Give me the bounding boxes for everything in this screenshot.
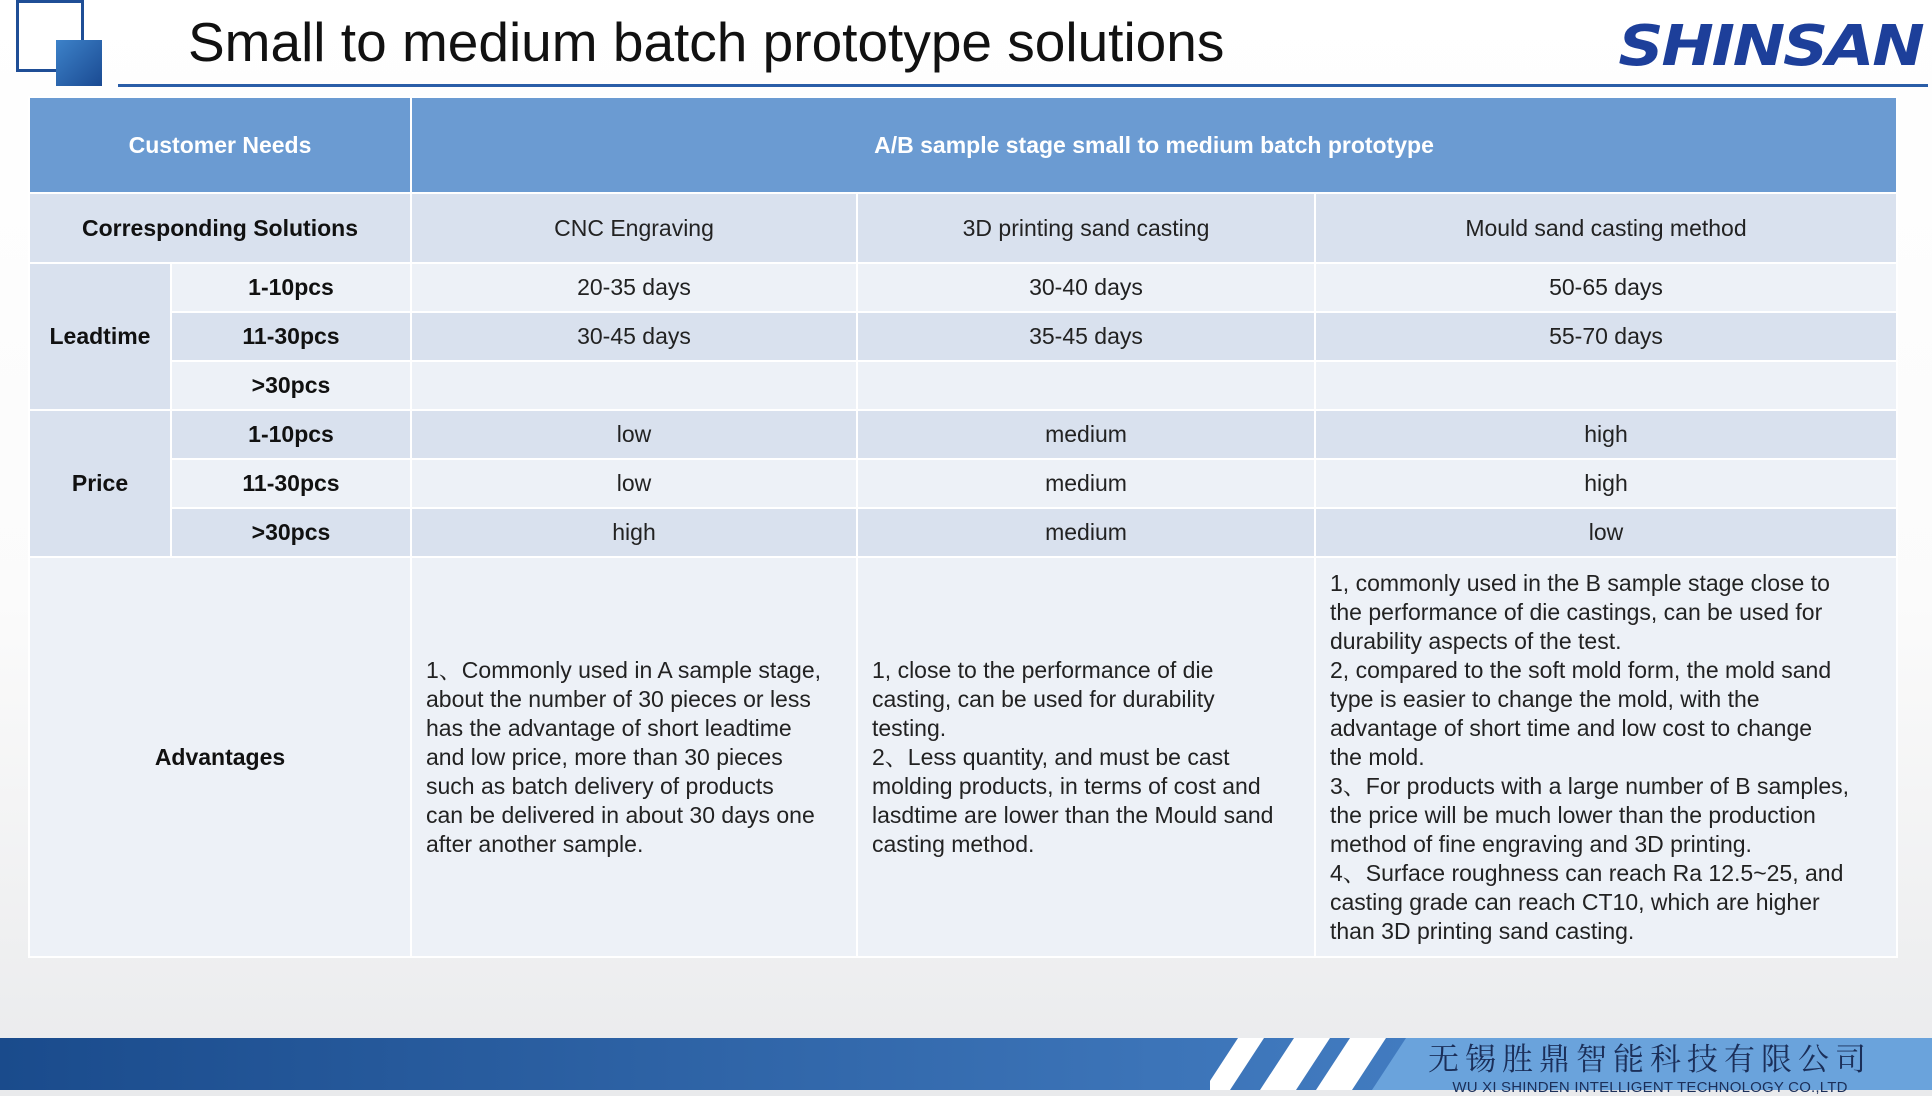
table-row [29,459,1897,508]
table-cell [1315,361,1897,410]
advantages-cnc [411,557,857,957]
text-line: casting grade can reach CT10, which are higher [1330,888,1820,915]
table-row [29,312,1897,361]
qty-label: >30pcs [171,508,411,557]
text-line: the price will be much lower than the production [1330,801,1816,828]
text-line: 1、Commonly used in A sample stage, [426,656,822,683]
solutions-label: Corresponding Solutions [29,193,411,263]
text-line: testing. [872,714,947,741]
company-name [1428,1034,1872,1096]
text-line: 4、Surface roughness can reach Ra 12.5~25, and [1330,859,1844,886]
table-cell: low [411,459,857,508]
company-name-cn: 无锡胜鼎智能科技有限公司 [1428,1042,1872,1077]
text-line: can be delivered in about 30 days one [426,801,815,828]
text-line: than 3D printing sand casting. [1330,917,1635,944]
qty-label: 1-10pcs [171,410,411,459]
leadtime-label: Leadtime [29,263,171,410]
table-cell: 20-35 days [411,263,857,312]
logo-mark-icon [16,0,106,88]
table-cell: 30-45 days [411,312,857,361]
table-header-row [29,97,1897,193]
text-line: 1, close to the performance of die [872,656,1214,683]
solution-3d-printing: 3D printing sand casting [857,193,1315,263]
table-row [29,410,1897,459]
customer-needs-label: Customer Needs [29,97,411,193]
table-row [29,263,1897,312]
text-line: has the advantage of short leadtime [426,714,792,741]
solution-mould: Mould sand casting method [1315,193,1897,263]
advantages-mould [1315,557,1897,957]
solutions-row [29,193,1897,263]
table-cell: high [1315,459,1897,508]
table-cell [857,361,1315,410]
text-line: about the number of 30 pieces or less [426,685,811,712]
qty-label: >30pcs [171,361,411,410]
table-cell: high [1315,410,1897,459]
qty-label: 1-10pcs [171,263,411,312]
table-cell: 50-65 days [1315,263,1897,312]
text-line: type is easier to change the mold, with the [1330,685,1760,712]
text-line: and low price, more than 30 pieces [426,743,783,770]
customer-needs-value: A/B sample stage small to medium batch prototype [411,97,1897,193]
text-line: molding products, in terms of cost and [872,772,1261,799]
company-name-en: WU XI SHINDEN INTELLIGENT TECHNOLOGY CO.,LTD [1452,1079,1848,1096]
text-line: 2、Less quantity, and must be cast [872,743,1230,770]
solution-cnc: CNC Engraving [411,193,857,263]
text-line: 2, compared to the soft mold form, the mold sand [1330,656,1832,683]
table-row [29,361,1897,410]
comparison-table [28,96,1898,958]
price-label: Price [29,410,171,557]
text-line: the mold. [1330,743,1425,770]
table-cell: high [411,508,857,557]
text-line: method of fine engraving and 3D printing. [1330,830,1752,857]
table-cell: medium [857,459,1315,508]
advantages-3d-printing [857,557,1315,957]
text-line: durability aspects of the test. [1330,627,1622,654]
text-line: 1, commonly used in the B sample stage close to [1330,569,1830,596]
title-underline [118,84,1928,87]
table-cell: low [1315,508,1897,557]
qty-label: 11-30pcs [171,312,411,361]
text-line: casting, can be used for durability [872,685,1215,712]
advantages-row [29,557,1897,957]
table-cell: 30-40 days [857,263,1315,312]
text-line: the performance of die castings, can be used for [1330,598,1823,625]
qty-label: 11-30pcs [171,459,411,508]
brand-logo [1617,14,1922,79]
text-line: advantage of short time and low cost to change [1330,714,1813,741]
brand-wordmark: SHINSAN [1617,14,1922,79]
table-cell: 35-45 days [857,312,1315,361]
table-cell: 55-70 days [1315,312,1897,361]
table-cell: low [411,410,857,459]
text-line: such as batch delivery of products [426,772,774,799]
page-title: Small to medium batch prototype solutions [188,11,1225,73]
table-cell: medium [857,508,1315,557]
table-cell [411,361,857,410]
text-line: lasdtime are lower than the Mould sand [872,801,1274,828]
text-line: after another sample. [426,830,644,857]
table-cell: medium [857,410,1315,459]
text-line: 3、For products with a large number of B samples, [1330,772,1850,799]
text-line: casting method. [872,830,1035,857]
table-row [29,508,1897,557]
advantages-label: Advantages [29,557,411,957]
